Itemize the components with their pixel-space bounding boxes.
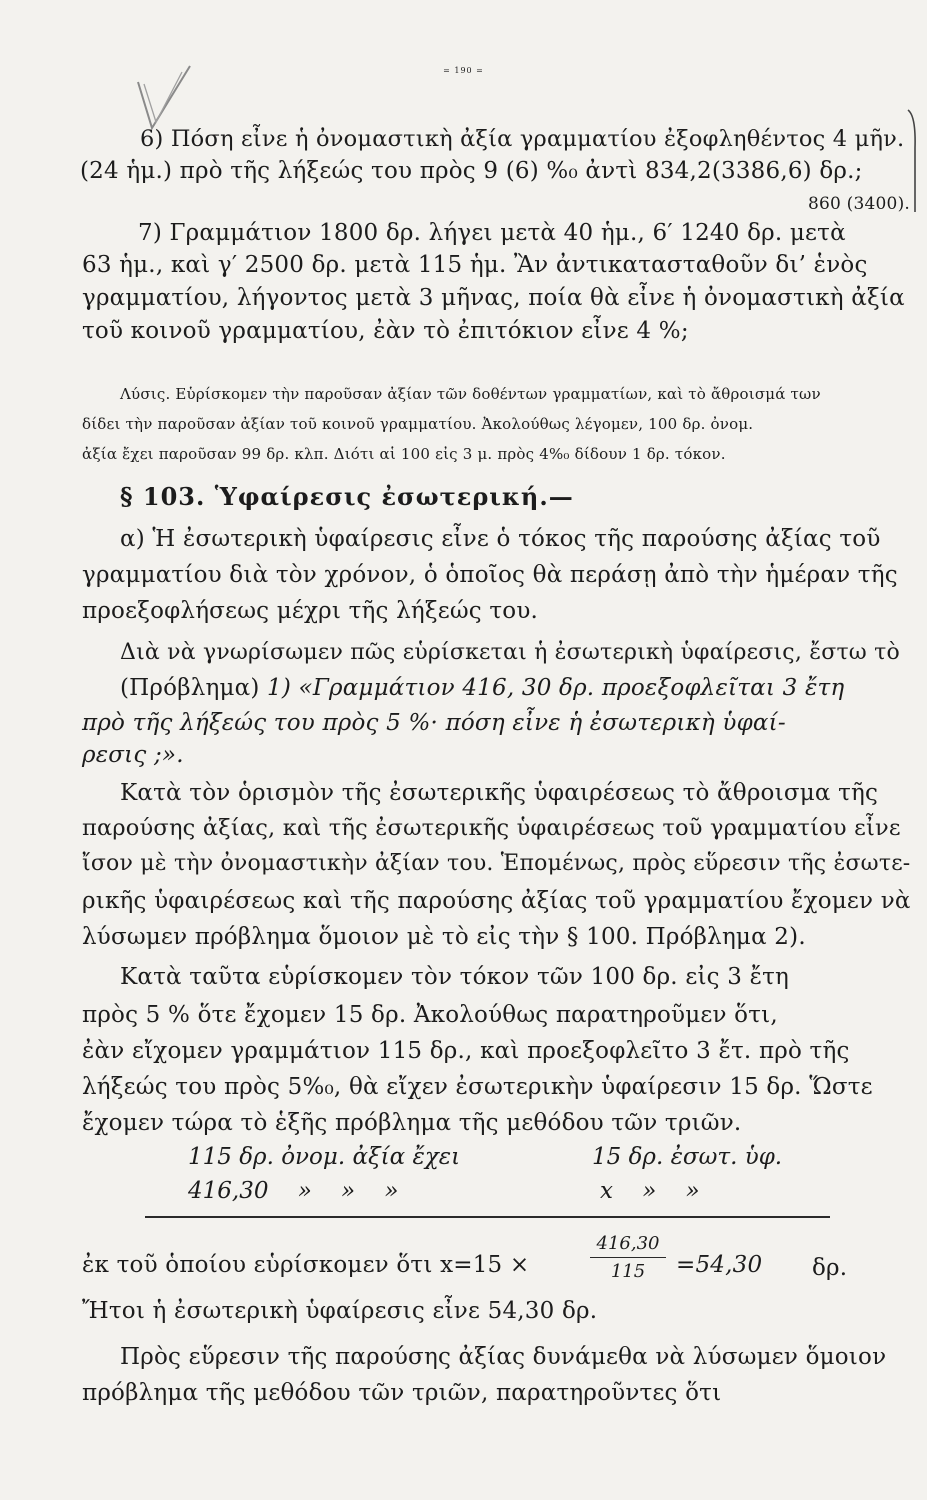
exercise-6-answer: 860 (3400). (808, 194, 910, 214)
paragraph-c-line-1: Κατὰ τὸν ὁρισμὸν τῆς ἐσωτερικῆς ὑφαιρέσεως τὸ ἄθροισμα τῆς (120, 780, 879, 806)
paragraph-a-line-3: προεξοφλήσεως μέχρι τῆς λήξεώς του. (82, 598, 539, 624)
paragraph-b-line-2 (120, 673, 844, 703)
fraction-bar (590, 1257, 666, 1258)
exercise-6-line-2: (24 ἡμ.) πρὸ τῆς λήξεώς του πρὸς 9 (6) %₀ ἀντὶ 834,2(3386,6) δρ.; (80, 158, 863, 184)
proportion-row-2-right: x » » (600, 1178, 700, 1204)
page-number: = 190 = (443, 66, 484, 75)
paragraph-b-line-1: Διὰ νὰ γνωρίσωμεν πῶς εὑρίσκεται ἡ ἐσωτερικὴ ὑφαίρεσις, ἔστω τὸ (120, 640, 900, 665)
paragraph-c-line-4: ρικῆς ὑφαιρέσεως καὶ τῆς παρούσης ἀξίας τοῦ γραμματίου ἔχομεν νὰ (82, 888, 911, 914)
equation-result: =54,30 (676, 1252, 763, 1278)
paragraph-b-line-4: ρεσις ;». (82, 742, 184, 768)
solution-line-3: ἀξία ἔχει παροῦσαν 99 δρ. κλπ. Διότι αἱ 100 εἰς 3 μ. πρὸς 4%₀ δίδουν 1 δρ. τόκον. (82, 445, 726, 463)
paragraph-d-line-2: πρὸς 5 % ὅτε ἔχομεν 15 δρ. Ἀκολούθως παρατηροῦμεν ὅτι, (82, 1002, 778, 1028)
proportion-row-1-right: 15 δρ. ἐσωτ. ὑφ. (592, 1144, 783, 1170)
paragraph-a-line-1: α) Ἡ ἐσωτερικὴ ὑφαίρεσις εἶνε ὁ τόκος τῆς παρούσης ἀξίας τοῦ (120, 526, 881, 552)
exercise-7-line-2: 63 ἡμ., καὶ γ′ 2500 δρ. μετὰ 115 ἡμ. Ἂν ἀντικατασταθοῦν δι’ ἑνὸς (82, 252, 868, 278)
solution-line-2: δίδει τὴν παροῦσαν ἀξίαν τοῦ κοινοῦ γραμματίου. Ἀκολούθως λέγομεν, 100 δρ. ὀνομ. (82, 415, 754, 433)
paragraph-c-line-5: λύσωμεν πρόβλημα ὅμοιον μὲ τὸ εἰς τὴν § 100. Πρόβλημα 2). (82, 924, 806, 950)
fraction-numerator: 416,30 (596, 1233, 660, 1254)
closing-line-3: πρόβλημα τῆς μεθόδου τῶν τριῶν, παρατηροῦντες ὅτι (82, 1380, 722, 1406)
fraction-denominator: 115 (610, 1261, 646, 1282)
paragraph-d-line-3: ἐὰν εἴχομεν γραμμάτιον 115 δρ., καὶ προεξοφλεῖτο 3 ἔτ. πρὸ τῆς (82, 1038, 850, 1064)
paragraph-c-line-3: ἴσον μὲ τὴν ὀνομαστικὴν ἀξίαν του. Ἑπομένως, πρὸς εὕρεσιν τῆς ἐσωτε- (82, 851, 911, 876)
problem-label: (Πρόβλημα) (120, 675, 260, 701)
exercise-6-line-1: 6) Πόση εἶνε ἡ ὀνομαστικὴ ἀξία γραμματίου ἐξοφληθέντος 4 μῆν. (140, 126, 905, 152)
paragraph-a-line-2: γραμματίου διὰ τὸν χρόνον, ὁ ὁποῖος θὰ περάσῃ ἀπὸ τὴν ἡμέραν τῆς (82, 562, 898, 588)
paragraph-c-line-2: παρούσης ἀξίας, καὶ τῆς ἐσωτερικῆς ὑφαιρέσεως τοῦ γραμματίου εἶνε (82, 815, 901, 841)
proportion-row-2-left: 416,30 » » » (188, 1178, 399, 1204)
paragraph-d-line-1: Κατὰ ταῦτα εὑρίσκομεν τὸν τόκον τῶν 100 δρ. εἰς 3 ἔτη (120, 964, 790, 990)
closing-line-2: Πρὸς εὕρεσιν τῆς παρούσης ἀξίας δυνάμεθα νὰ λύσωμεν ὅμοιον (120, 1344, 887, 1370)
paragraph-d-line-4: λήξεώς του πρὸς 5%₀, θὰ εἴχεν ἐσωτερικὴν ὑφαίρεσιν 15 δρ. Ὥστε (82, 1074, 873, 1100)
solution-line-1: Λύσις. Εὑρίσκομεν τὴν παροῦσαν ἀξίαν τῶν δοθέντων γραμματίων, καὶ τὸ ἄθροισμά των (120, 385, 821, 403)
exercise-7-line-1: 7) Γραμμάτιον 1800 δρ. λήγει μετὰ 40 ἡμ., 6′ 1240 δρ. μετὰ (138, 220, 846, 246)
horizontal-rule (145, 1216, 830, 1218)
exercise-7-line-3: γραμματίου, λήγοντος μετὰ 3 μῆνας, ποία θὰ εἶνε ἡ ὀνομαστικὴ ἀξία (82, 285, 905, 311)
equation-unit: δρ. (812, 1255, 848, 1281)
closing-line-1: Ἤτοι ἡ ἐσωτερικὴ ὑφαίρεσις εἶνε 54,30 δρ. (82, 1298, 598, 1324)
section-heading: § 103. Ὑφαίρεσις ἐσωτερική.— (120, 482, 574, 511)
proportion-row-1-left: 115 δρ. ὀνομ. ἀξία ἔχει (188, 1144, 461, 1170)
exercise-7-line-4: τοῦ κοινοῦ γραμματίου, ἐὰν τὸ ἐπιτόκιον εἶνε 4 %; (82, 318, 689, 344)
paragraph-d-line-5: ἔχομεν τώρα τὸ ἑξῆς πρόβλημα τῆς μεθόδου τῶν τριῶν. (82, 1110, 742, 1136)
paragraph-b-line-3: πρὸ τῆς λήξεώς του πρὸς 5 %· πόση εἶνε ἡ ἐσωτερικὴ ὑφαί- (82, 710, 786, 736)
problem-statement-start: 1) «Γραμμάτιον 416, 30 δρ. προεξοφλεῖται 3 ἔτη (259, 675, 845, 701)
equation-prefix: ἐκ τοῦ ὁποίου εὑρίσκομεν ὅτι x=15 × (82, 1252, 530, 1278)
